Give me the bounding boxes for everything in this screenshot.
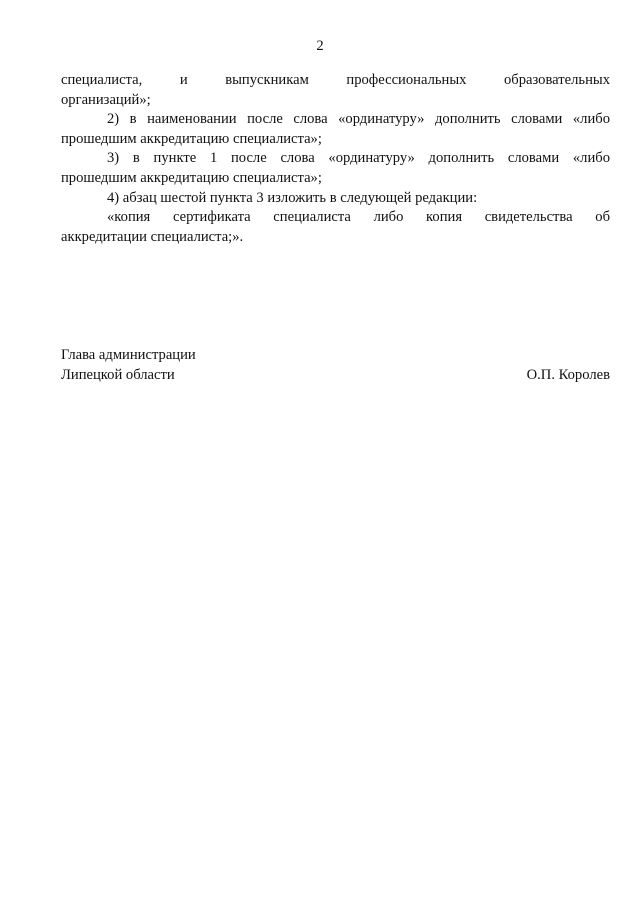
signature-row xyxy=(61,366,610,386)
paragraph-line: 2) в наименовании после слова «ординатуру» дополнить словами «либо xyxy=(107,111,610,128)
signatory-position-line-1: Глава администрации xyxy=(61,347,196,363)
paragraph-line: организаций»; xyxy=(61,91,151,108)
paragraph-line: аккредитации специалиста;». xyxy=(61,228,244,245)
paragraph-item-4 xyxy=(61,189,610,209)
paragraph-line: 3) в пункте 1 после слова «ординатуру» дополнить словами «либо xyxy=(107,150,610,167)
signature-block xyxy=(61,346,610,385)
paragraph-item-2 xyxy=(61,110,610,149)
paragraph-item-3 xyxy=(61,149,610,188)
signatory-name: О.П. Королев xyxy=(526,366,610,383)
signatory-position-line-2: Липецкой области xyxy=(61,366,175,383)
paragraph-line: 4) абзац шестой пункта 3 изложить в следующей редакции: xyxy=(107,189,478,206)
paragraph-line: специалиста, и выпускникам профессиональных образовательных xyxy=(61,72,610,88)
paragraph-quote xyxy=(61,208,610,247)
paragraph-continuation xyxy=(61,71,610,110)
paragraph-line: «копия сертификата специалиста либо копия свидетельства об xyxy=(107,209,610,226)
paragraph-line: прошедшим аккредитацию специалиста»; xyxy=(61,169,322,186)
document-body xyxy=(61,71,610,247)
page-number: 2 xyxy=(316,38,324,54)
paragraph-line: прошедшим аккредитацию специалиста»; xyxy=(61,130,322,147)
